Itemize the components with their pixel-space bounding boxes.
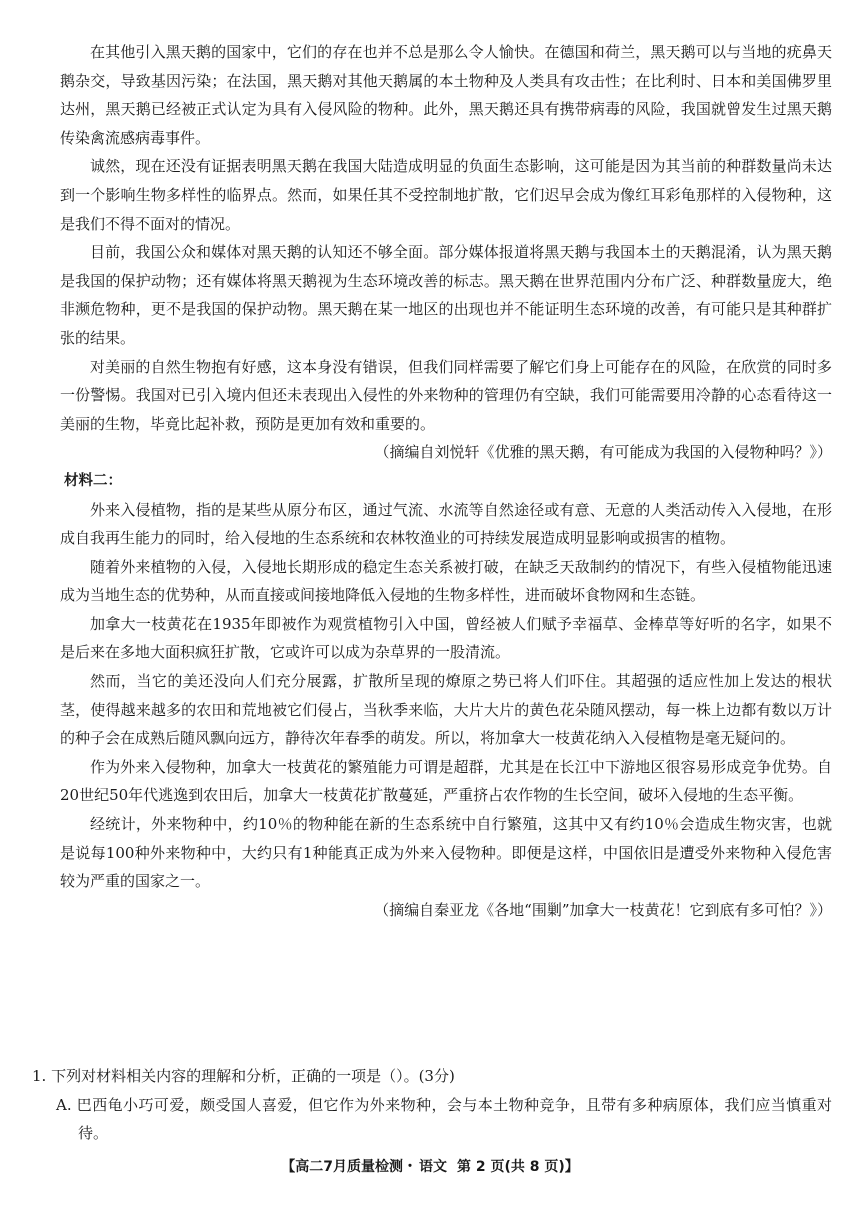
section-title-material2: 材料二： bbox=[64, 472, 122, 489]
paragraph: 在其他引入黑天鹅的国家中，它们的存在也并不总是那么令人愉快。在德国和荷兰，黑天鹅可以与当地的疣鼻天鹅杂交，导致基因污染；在法国，黑天鹅对其他天鹅属的本土物种及人类具有攻击性；在比利时、日本和美国佛罗里达州，黑天鹅已经被正式认定为具有入侵风险的物种。此外，黑天鹅还具有携带病毒的风险，我国就曾发生过黑天鹅传染禽流感病毒事件。 bbox=[60, 43, 832, 147]
paragraph: 经统计，外来物种中，约10％的物种能在新的生态系统中自行繁殖，这其中又有约10％会造成生物灾害，也就是说每100种外来物种中，大约只有1种能真正成为外来入侵物种。即便是这样，中国依旧是遭受外来物种入侵危害较为严重的国家之一。 bbox=[60, 815, 832, 891]
footer-subject: 语文 bbox=[418, 1159, 447, 1175]
paragraph: 然而，当它的美还没向人们充分展露，扩散所呈现的燎原之势已将人们吓住。其超强的适应性加上发达的根状茎，使得越来越多的农田和荒地被它们侵占，当秋季来临，大片大片的黄色花朵随风摆动，每一株上边都有数以万计的种子会在成熟后随风飘向远方，静待次年春季的萌发。所以，将加拿大一枝黄花纳入入侵植物是毫无疑问的。 bbox=[60, 672, 832, 748]
option-a: A. 巴西龟小巧可爱，颇受国人喜爱，但它作为外来物种，会与本土物种竞争，且带有多种病原体，我们应当慎重对待。 bbox=[56, 1095, 832, 1143]
paragraph: 加拿大一枝黄花在1935年即被作为观赏植物引入中国，曾经被人们赋予幸福草、金棒草等好听的名字，如果不是后来在多地大面积疯狂扩散，它或许可以成为杂草界的一股清流。 bbox=[60, 614, 832, 662]
paragraph: 作为外来入侵物种，加拿大一枝黄花的繁殖能力可谓是超群，尤其是在长江中下游地区很容易形成竞争优势。自20世纪50年代逃逸到农田后，加拿大一枝黄花扩散蔓延，严重挤占农作物的生长空间，破坏入侵地的生态平衡。 bbox=[60, 757, 832, 805]
paragraph: 诚然，现在还没有证据表明黑天鹅在我国大陆造成明显的负面生态影响，这可能是因为其当前的种群数量尚未达到一个影响生物多样性的临界点。然而，如果任其不受控制地扩散，它们迟早会成为像红耳彩龟那样的入侵物种，这是我们不得不面对的情况。 bbox=[60, 157, 832, 233]
paragraph: 对美丽的自然生物抱有好感，这本身没有错误，但我们同样需要了解它们身上可能存在的风险，在欣赏的同时多一份警惕。我国对已引入境内但还未表现出入侵性的外来物种的管理仍有空缺，我们可能需要用冷静的心态看待这一美丽的生物，毕竟比起补救，预防是更加有效和重要的。 bbox=[60, 357, 832, 433]
question-1 bbox=[32, 1062, 832, 1148]
paragraph: 随着外来植物的入侵，入侵地长期形成的稳定生态关系被打破，在缺乏天敌制约的情况下，有些入侵植物能迅速成为当地生态的优势种，从而直接或间接地降低入侵地的生物多样性，进而破坏食物网和生态链。 bbox=[60, 557, 832, 605]
question-stem: 1. 下列对材料相关内容的理解和分析，正确的一项是（）。(3分) bbox=[32, 1067, 455, 1085]
source-citation: （摘编自秦亚龙《各地“围剿”加拿大一枝黄花！它到底有多可怕？》） bbox=[374, 900, 832, 919]
footer-exam-title: 【高二7月质量检测・ bbox=[281, 1159, 417, 1175]
article-body bbox=[60, 38, 832, 924]
page-footer bbox=[0, 1156, 860, 1176]
paragraph: 外来入侵植物，指的是某些从原分布区，通过气流、水流等自然途径或有意、无意的人类活动传入入侵地，在形成自我再生能力的同时，给入侵地的生态系统和农林牧渔业的可持续发展造成明显影响或损害的植物。 bbox=[60, 500, 832, 548]
footer-page-number: 第 2 页(共 8 页)】 bbox=[456, 1159, 579, 1175]
source-citation: （摘编自刘悦轩《优雅的黑天鹅，有可能成为我国的入侵物种吗？》） bbox=[374, 443, 832, 462]
paragraph: 目前，我国公众和媒体对黑天鹅的认知还不够全面。部分媒体报道将黑天鹅与我国本土的天鹅混淆，认为黑天鹅是我国的保护动物；还有媒体将黑天鹅视为生态环境改善的标志。黑天鹅在世界范围内分布广泛、种群数量庞大，绝非濒危物种，更不是我国的保护动物。黑天鹅在某一地区的出现也并不能证明生态环境的改善，有可能只是其种群扩张的结果。 bbox=[60, 243, 832, 347]
